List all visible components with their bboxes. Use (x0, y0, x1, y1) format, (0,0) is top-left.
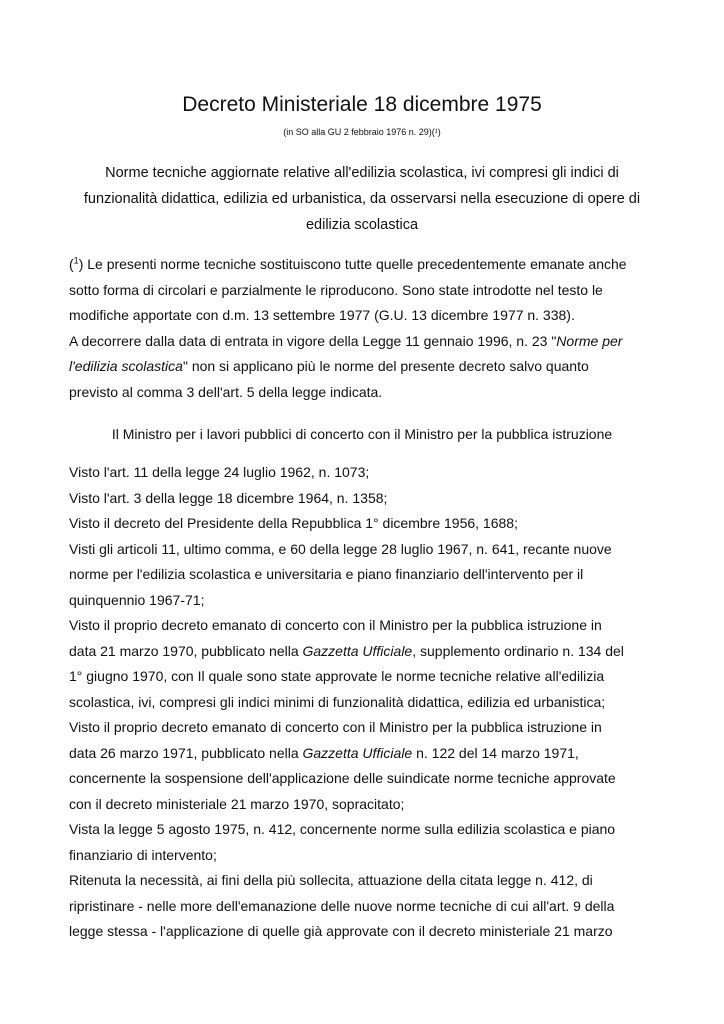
recital-line: quinquennio 1967-71; (69, 591, 205, 608)
recital-line: Visto l'art. 11 della legge 24 luglio 1962, n. 1073; (69, 464, 370, 480)
recital-line: ripristinare - nelle more dell'emanazione delle nuove norme tecniche di cui all'art. 9 della (69, 897, 615, 914)
law-title: l'edilizia scolastica (69, 358, 183, 374)
recital-text: data 26 marzo 1971, pubblicato nella (69, 744, 303, 761)
recital-line (69, 639, 659, 665)
footnote-paragraph (69, 252, 659, 405)
heading-line: edilizia scolastica (305, 217, 419, 233)
note-text: A decorrere dalla data di entrata in vigore della Legge 11 gennaio 1996, n. 23 " (69, 332, 557, 349)
law-title: Norme per (556, 332, 623, 349)
note-text: ) Le presenti norme tecniche sostituiscono tutte quelle precedentemente emanate anche (78, 256, 627, 272)
heading-line: Norme tecniche aggiornate relative all'edilizia scolastica, ivi compresi gli indici di (105, 165, 619, 181)
recital-line: legge stessa - l'applicazione di quelle già approvate con il decreto ministeriale 21 marzo (69, 923, 613, 939)
recital-text: n. 122 del 14 marzo 1971, (412, 744, 579, 761)
document-title: Decreto Ministeriale 18 dicembre 1975 (182, 93, 542, 116)
recital-line: Visti gli articoli 11, ultimo comma, e 60 della legge 28 luglio 1967, n. 641, recante nuove (69, 540, 612, 557)
recital-line: con il decreto ministeriale 21 marzo 1970, sopracitato; (69, 795, 405, 812)
minister-statement: Il Ministro per i lavori pubblici di concerto con il Ministro per la pubblica istruzione (111, 426, 613, 442)
decree-heading (72, 160, 652, 238)
recital-line (69, 741, 659, 767)
note-line: previsto al comma 3 dell'art. 5 della legge indicata. (69, 383, 383, 400)
note-line (69, 252, 659, 278)
gazette-name: Gazzetta Ufficiale (302, 744, 413, 761)
heading-line: funzionalità didattica, edilizia ed urbanistica, da osservarsi nella esecuzione di opere di (83, 191, 641, 207)
note-line: modifiche apportate con d.m. 13 settembre 1977 (G.U. 13 dicembre 1977 n. 338). (69, 307, 575, 323)
recital-line: concernente la sospensione dell'applicazione delle suindicate norme tecniche approvate (69, 770, 616, 786)
note-text: " non si applicano più le norme del presente decreto salvo quanto (182, 358, 589, 374)
recital-line: Ritenuta la necessità, ai fini della più sollecita, attuazione della citata legge n. 412, di (69, 872, 593, 888)
note-line (69, 354, 659, 380)
recital-line: scolastica, ivi, compresi gli indici minimi di funzionalità didattica, edilizia ed urbanistica; (69, 693, 606, 710)
footnote-marker: 1 (73, 255, 79, 266)
publication-reference: (in SO alla GU 2 febbraio 1976 n. 29)(¹) (283, 127, 441, 137)
recital-text: data 21 marzo 1970, pubblicato nella (69, 642, 303, 659)
recital-line: 1° giugno 1970, con Il quale sono state approvate le norme tecniche relative all'edilizia (69, 668, 605, 684)
recital-line: Visto il proprio decreto emanato di concerto con il Ministro per la pubblica istruzione in (69, 719, 602, 735)
recitals (69, 460, 659, 945)
recital-line: Visto il proprio decreto emanato di concerto con il Ministro per la pubblica istruzione in (69, 617, 602, 633)
note-line: sotto forma di circolari e parzialmente le riproducono. Sono state introdotte nel testo le (69, 281, 603, 298)
recital-line: Visto l'art. 3 della legge 18 dicembre 1964, n. 1358; (69, 489, 388, 506)
note-ref-open: ( (69, 256, 74, 272)
recital-line: Vista la legge 5 agosto 1975, n. 412, concernente norme sulla edilizia scolastica e piano (69, 821, 616, 837)
recital-line: norme per l'edilizia scolastica e universitaria e piano finanziario dell'intervento per il (69, 566, 584, 582)
recital-line: finanziario di intervento; (69, 846, 217, 863)
note-line (69, 329, 659, 355)
gazette-name: Gazzetta Ufficiale (302, 642, 413, 659)
recital-line: Visto il decreto del Presidente della Repubblica 1° dicembre 1956, 1688; (69, 515, 518, 531)
recital-text: , supplemento ordinario n. 134 del (412, 642, 624, 659)
